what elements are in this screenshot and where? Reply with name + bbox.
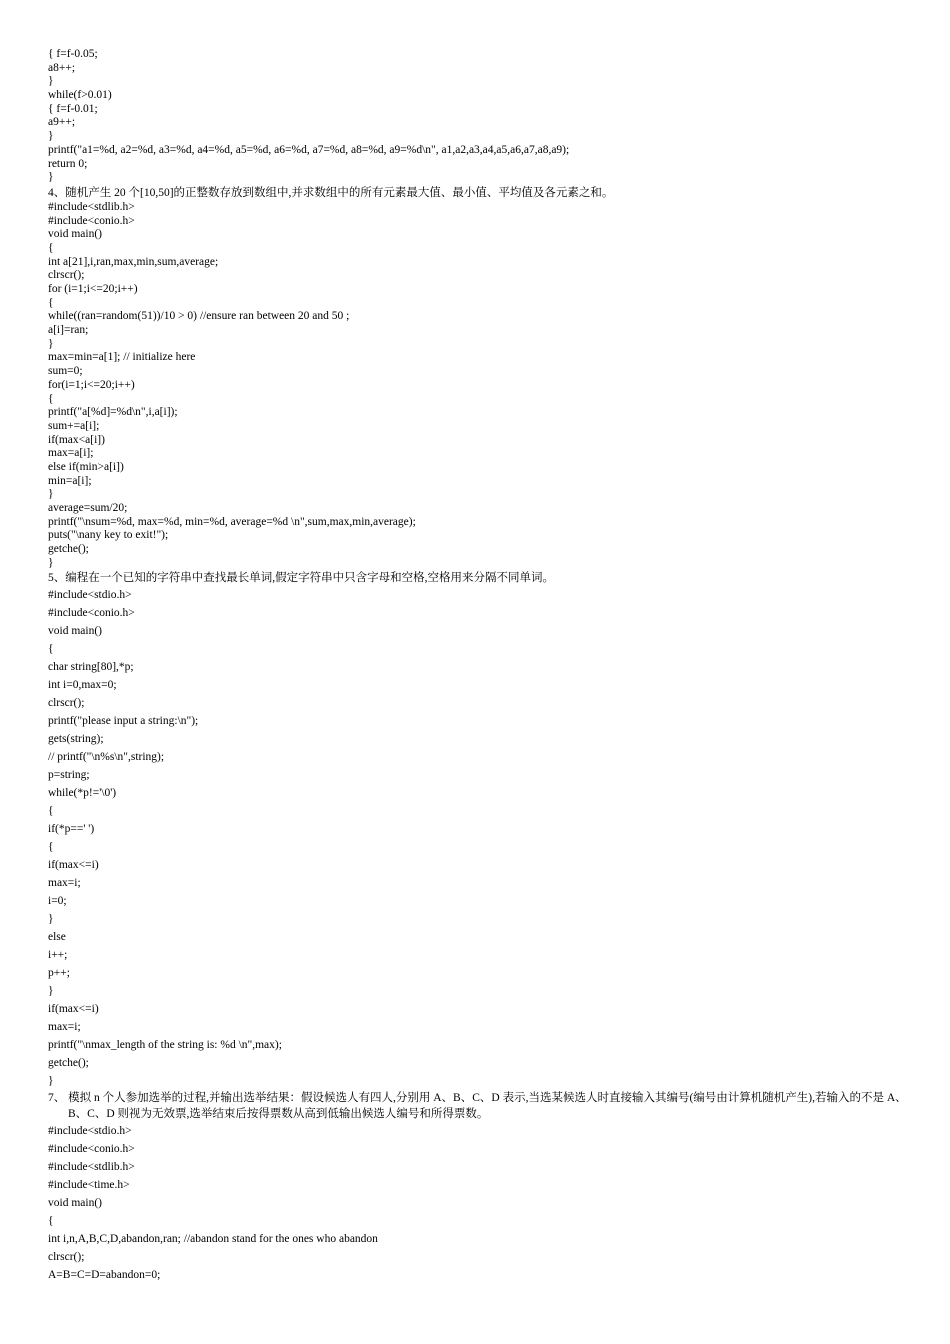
- code-line: for(i=1;i<=20;i++): [48, 378, 135, 391]
- code-line: a[i]=ran;: [48, 324, 89, 337]
- code-line: { f=f-0.01;: [48, 102, 98, 115]
- code-line: a9++;: [48, 116, 76, 129]
- code-line: #include<conio.h>: [48, 607, 135, 620]
- code-line: max=a[i];: [48, 447, 94, 460]
- code-line: if(max<=i): [48, 859, 99, 872]
- code-line: int a[21],i,ran,max,min,sum,average;: [48, 255, 219, 268]
- code-line: // printf("\n%s\n",string);: [48, 751, 165, 764]
- code-line: printf("\nsum=%d, max=%d, min=%d, average=%d \n",sum,max,min,average);: [48, 515, 416, 528]
- code-line: void main(): [48, 625, 102, 638]
- code-line: if(max<=i): [48, 1003, 99, 1016]
- code-line: {: [48, 296, 54, 309]
- code-line: getche();: [48, 543, 89, 556]
- code-line: max=min=a[1]; // initialize here: [48, 351, 196, 364]
- code-line: gets(string);: [48, 733, 104, 746]
- code-line: { f=f-0.05;: [48, 48, 98, 60]
- code-line: printf("please input a string:\n");: [48, 715, 199, 728]
- code-line: char string[80],*p;: [48, 661, 134, 674]
- code-line: #include<time.h>: [48, 1179, 130, 1192]
- code-line: printf("a1=%d, a2=%d, a3=%d, a4=%d, a5=%d, a6=%d, a7=%d, a8=%d, a9=%d\n", a1,a2,a3,a4,a5,a6,a7,a8,a9);: [48, 143, 570, 156]
- code-line: {: [48, 241, 54, 254]
- code-line: {: [48, 643, 54, 656]
- code-line: }: [48, 488, 54, 501]
- code-line: min=a[i];: [48, 474, 92, 487]
- code-line: p++;: [48, 967, 70, 980]
- code-line: while(*p!='\0'): [48, 787, 117, 800]
- code-line: #include<stdio.h>: [48, 589, 132, 602]
- code-line: p=string;: [48, 769, 90, 782]
- code-line: }: [48, 130, 54, 143]
- code-line: void main(): [48, 228, 102, 241]
- code-line: a8++;: [48, 61, 76, 74]
- code-line: if(*p==' '): [48, 823, 95, 836]
- code-line: }: [48, 171, 54, 184]
- problem-5-heading: 5、编程在一个已知的字符串中查找最长单词,假定字符串中只含字母和空格,空格用来分隔不同单词。: [48, 572, 554, 585]
- code-line: }: [48, 985, 54, 998]
- code-line: clrscr();: [48, 1251, 85, 1264]
- document-page: [48, 48, 908, 1284]
- code-block-problem-5: [48, 586, 908, 1090]
- code-line: }: [48, 337, 54, 350]
- code-block-problem-4: [48, 201, 908, 571]
- code-line: clrscr();: [48, 697, 85, 710]
- code-line: }: [48, 913, 54, 926]
- code-line: void main(): [48, 1197, 102, 1210]
- code-line: }: [48, 1075, 54, 1088]
- code-line: }: [48, 75, 54, 88]
- code-line: sum=0;: [48, 365, 83, 378]
- code-line: for (i=1;i<=20;i++): [48, 283, 138, 295]
- code-line: max=i;: [48, 877, 81, 890]
- code-line: max=i;: [48, 1021, 81, 1034]
- code-line: i++;: [48, 949, 68, 962]
- code-line: #include<stdlib.h>: [48, 200, 135, 213]
- code-line: int i=0,max=0;: [48, 679, 117, 692]
- code-line: clrscr();: [48, 269, 85, 282]
- code-line: sum+=a[i];: [48, 419, 100, 432]
- code-line: else if(min>a[i]): [48, 460, 124, 473]
- code-line: #include<stdlib.h>: [48, 1161, 135, 1174]
- code-line: while((ran=random(51))/10 > 0) //ensure ran between 20 and 50 ;: [48, 310, 350, 323]
- code-line: return 0;: [48, 157, 88, 170]
- code-line: else: [48, 931, 66, 944]
- code-line: {: [48, 841, 54, 854]
- code-line: printf("a[%d]=%d\n",i,a[i]);: [48, 406, 178, 419]
- code-block-problem-7: [48, 1122, 908, 1284]
- code-line: while(f>0.01): [48, 89, 112, 102]
- code-line: if(max<a[i]): [48, 433, 105, 446]
- code-line: #include<stdio.h>: [48, 1125, 132, 1138]
- code-line: getche();: [48, 1057, 89, 1070]
- code-line: average=sum/20;: [48, 502, 128, 514]
- code-line: {: [48, 1215, 54, 1228]
- code-line: puts("\nany key to exit!");: [48, 529, 169, 542]
- code-block-end-of-problem-3: [48, 48, 908, 185]
- code-line: #include<conio.h>: [48, 1143, 135, 1156]
- code-line: int i,n,A,B,C,D,abandon,ran; //abandon stand for the ones who abandon: [48, 1233, 378, 1246]
- code-line: {: [48, 392, 54, 405]
- problem-7-heading: 7、 模拟 n 个人参加选举的过程,并输出选举结果：假设候选人有四人,分别用 A、B、C、D 表示,当选某候选人时直接输入其编号(编号由计算机随机产生),若输入的不是 A、B、C、D 则视为无效票,选举结束后按得票数从高到低输出候选人编号和所得票数。: [48, 1092, 907, 1121]
- code-line: #include<conio.h>: [48, 214, 135, 227]
- code-line: i=0;: [48, 895, 67, 908]
- code-line: {: [48, 805, 54, 818]
- code-line: A=B=C=D=abandon=0;: [48, 1269, 161, 1282]
- code-line: printf("\nmax_length of the string is: %d \n",max);: [48, 1039, 282, 1052]
- code-line: }: [48, 556, 54, 569]
- problem-4-heading: 4、随机产生 20 个[10,50]的正整数存放到数组中,并求数组中的所有元素最大值、最小值、平均值及各元素之和。: [48, 186, 614, 199]
